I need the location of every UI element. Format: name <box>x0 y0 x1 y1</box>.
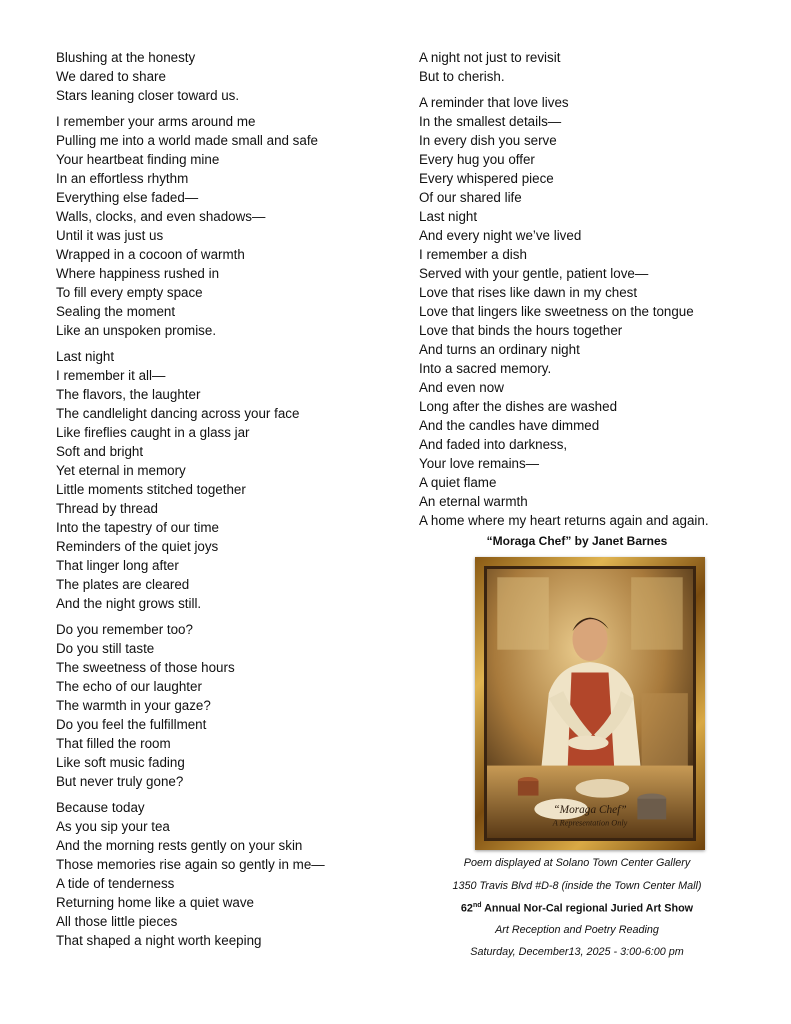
poem-line: The warmth in your gaze? <box>56 698 211 713</box>
artwork-caption: “Moraga Chef” by Janet Barnes <box>486 534 668 548</box>
poem-line: The sweetness of those hours <box>56 660 235 675</box>
poem-stanza <box>419 48 759 86</box>
poem-line: A home where my heart returns again and again. <box>419 513 709 528</box>
poem-stanza <box>419 93 759 530</box>
poem-right-column <box>419 48 759 537</box>
poem-left-column <box>56 48 396 957</box>
poem-line: A reminder that love lives <box>419 95 569 110</box>
poem-line: And every night we’ve lived <box>419 228 582 243</box>
painting-title-text: “Moraga Chef” <box>553 804 627 817</box>
poem-line: Every hug you offer <box>419 152 535 167</box>
poem-line: The plates are cleared <box>56 577 190 592</box>
poem-line: I remember it all— <box>56 368 166 383</box>
poem-line: And the morning rests gently on your skin <box>56 838 303 853</box>
poem-line: That filled the room <box>56 736 171 751</box>
poem-line: Thread by thread <box>56 501 158 516</box>
poem-line: Until it was just us <box>56 228 164 243</box>
poem-line: Served with your gentle, patient love— <box>419 266 649 281</box>
poem-line: Because today <box>56 800 145 815</box>
poem-line: Do you still taste <box>56 641 155 656</box>
poem-line: Do you feel the fulfillment <box>56 717 207 732</box>
gallery-address: 1350 Travis Blvd #D-8 (inside the Town Center Mall) <box>452 880 702 892</box>
poem-line: Love that rises like dawn in my chest <box>419 285 638 300</box>
show-name: Annual Nor-Cal regional Juried Art Show <box>481 902 694 915</box>
poem-line: Returning home like a quiet wave <box>56 895 254 910</box>
poem-line: Of our shared life <box>419 190 522 205</box>
poem-line: Yet eternal in memory <box>56 463 186 478</box>
event-date-time: Saturday, December13, 2025 - 3:00-6:00 pm <box>470 946 684 958</box>
poem-line: That linger long after <box>56 558 179 573</box>
poem-stanza <box>56 112 396 340</box>
poem-line: To fill every empty space <box>56 285 203 300</box>
poem-line: The flavors, the laughter <box>56 387 201 402</box>
poem-line: Little moments stitched together <box>56 482 246 497</box>
poem-stanza <box>56 620 396 791</box>
poem-line: As you sip your tea <box>56 819 170 834</box>
show-title <box>419 902 735 915</box>
reception-line: Art Reception and Poetry Reading <box>495 924 659 936</box>
poem-line: Where happiness rushed in <box>56 266 220 281</box>
poem-line: And the night grows still. <box>56 596 202 611</box>
poem-line: But never truly gone? <box>56 774 184 789</box>
poem-line: Into the tapestry of our time <box>56 520 220 535</box>
painting-frame <box>475 557 705 850</box>
poem-line: That shaped a night worth keeping <box>56 933 262 948</box>
poem-line: Blushing at the honesty <box>56 50 196 65</box>
poem-line: Love that lingers like sweetness on the tongue <box>419 304 694 319</box>
poem-line: A night not just to revisit <box>419 50 561 65</box>
poem-line: Those memories rise again so gently in me— <box>56 857 325 872</box>
poem-line: Sealing the moment <box>56 304 176 319</box>
poem-line: And faded into darkness, <box>419 437 568 452</box>
poem-line: Into a sacred memory. <box>419 361 552 376</box>
gallery-display-line: Poem displayed at Solano Town Center Gallery <box>463 857 691 869</box>
poem-line: Last night <box>419 209 478 224</box>
poem-line: Like an unspoken promise. <box>56 323 217 338</box>
poem-line: A quiet flame <box>419 475 497 490</box>
poem-line: And the candles have dimmed <box>419 418 600 433</box>
poem-line: In an effortless rhythm <box>56 171 189 186</box>
poem-line: Last night <box>56 349 115 364</box>
poem-line: Stars leaning closer toward us. <box>56 88 240 103</box>
poem-line: I remember your arms around me <box>56 114 256 129</box>
poem-line: Long after the dishes are washed <box>419 399 618 414</box>
poem-line: Like soft music fading <box>56 755 185 770</box>
show-number: 62 <box>460 902 473 915</box>
poem-line: The candlelight dancing across your face <box>56 406 300 421</box>
show-ordinal: nd <box>472 902 482 909</box>
poem-line: An eternal warmth <box>419 494 528 509</box>
poem-line: In the smallest details— <box>419 114 562 129</box>
poem-line: I remember a dish <box>419 247 527 262</box>
poem-line: All those little pieces <box>56 914 178 929</box>
poem-line: Love that binds the hours together <box>419 323 623 338</box>
poem-line: In every dish you serve <box>419 133 557 148</box>
poem-stanza <box>56 798 396 950</box>
poem-stanza <box>56 347 396 613</box>
poem-line: But to cherish. <box>419 69 505 84</box>
poem-line: And turns an ordinary night <box>419 342 580 357</box>
poem-line: Pulling me into a world made small and safe <box>56 133 318 148</box>
poem-line: Like fireflies caught in a glass jar <box>56 425 250 440</box>
poem-stanza <box>56 48 396 105</box>
poem-line: Do you remember too? <box>56 622 193 637</box>
poem-line: Walls, clocks, and even shadows— <box>56 209 266 224</box>
poem-line: Wrapped in a cocoon of warmth <box>56 247 245 262</box>
poem-line: We dared to share <box>56 69 166 84</box>
poem-line: The echo of our laughter <box>56 679 202 694</box>
painting-subtitle-text: A Representation Only <box>552 818 628 828</box>
poem-line: Your love remains— <box>419 456 540 471</box>
poem-line: Your heartbeat finding mine <box>56 152 220 167</box>
poem-line: Soft and bright <box>56 444 144 459</box>
poem-line: Everything else faded— <box>56 190 199 205</box>
poem-line: A tide of tenderness <box>56 876 175 891</box>
poem-line: Every whispered piece <box>419 171 554 186</box>
poem-line: Reminders of the quiet joys <box>56 539 219 554</box>
moraga-chef-painting <box>487 569 693 838</box>
poem-line: And even now <box>419 380 504 395</box>
